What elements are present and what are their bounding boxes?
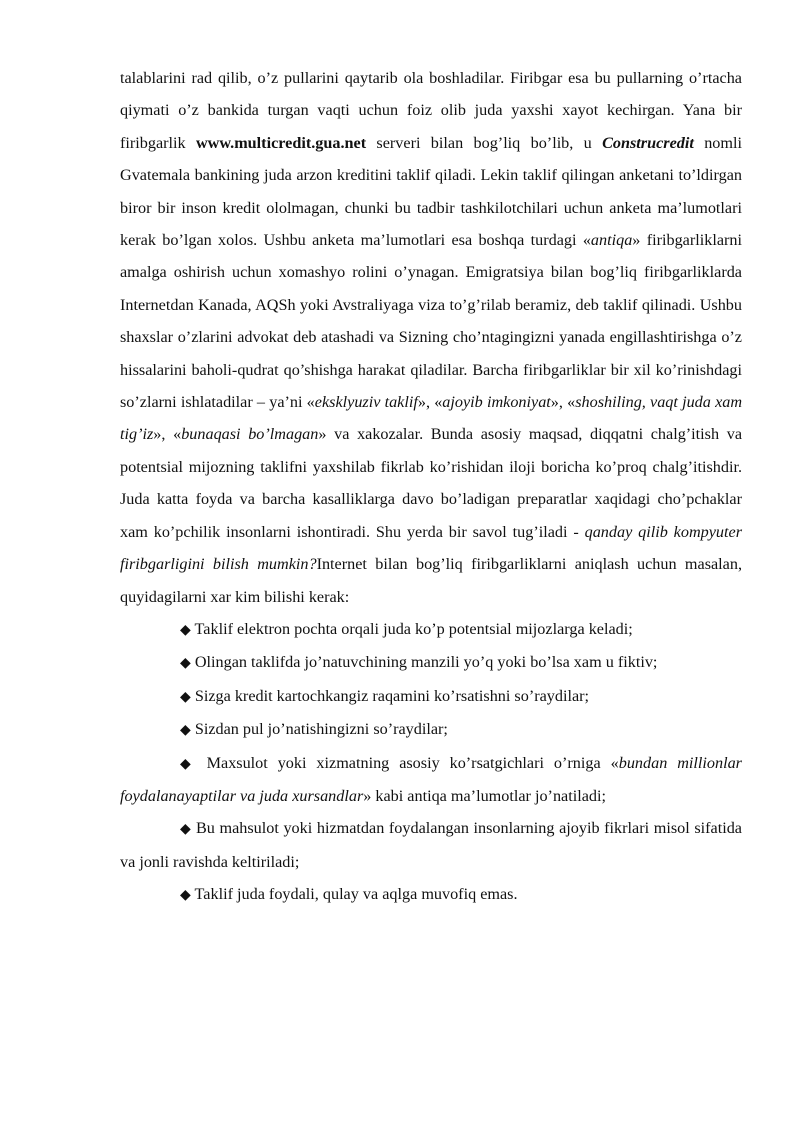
document-page	[120, 62, 742, 912]
quoted-phrase: eksklyuziv taklif	[314, 393, 418, 412]
bullet-text: Olingan taklifda jo’natuvchining manzili yo’q yoki bo’lsa xam u fiktiv;	[194, 653, 658, 672]
question-text: qanday qilib kompyuter firibgarligini bilish mumkin?	[120, 522, 742, 574]
text-run: », «	[417, 393, 443, 412]
quoted-phrase: bundan millionlar foydalanayaptilar va juda xursandlar	[120, 753, 742, 805]
quoted-term: antiqa	[590, 231, 633, 250]
text-run: », «	[153, 425, 182, 444]
text-run: » va xakozalar. Bunda asosiy maqsad, diqqatni chalg’itish va potentsial mijozning taklifni yaxshilab fikrlab ko’rishidan iloji boricha ko’proq chalg’itishdir. Juda katta foyda va barcha kasalliklarga davo bo’ladigan preparatlar xaqidagi cho’pchaklar xam ko’pchilik insonlarni ishontiradi. Shu yerda bir savol tug’iladi -	[120, 425, 743, 541]
bullet-text: Sizga kredit kartochkangiz raqamini ko’rsatishni so’raydilar;	[194, 686, 590, 705]
text-run: nomli Gvatemala bankining juda arzon kreditini taklif qiladi. Lekin taklif qilingan anketani to’ldirgan biror bir inson kredit ololmagan, chunki bu tadbir tashkilotchilari uchun anketa ma’lumotlari kerak bo’lgan xolos. Ushbu anketa ma’lumotlari esa boshqa turdagi «	[120, 133, 742, 250]
bank-name: Construcredit	[602, 133, 694, 152]
bullet-text: Taklif juda foydali, qulay va aqlga muvofiq emas.	[194, 885, 518, 904]
quoted-phrase: bunaqasi bo’lmagan	[181, 425, 319, 444]
bullet-text: » kabi antiqa ma’lumotlar jo’natiladi;	[363, 786, 606, 805]
bullet-item	[120, 713, 742, 746]
diamond-bullet-icon: ◆	[180, 755, 197, 772]
server-url: www.multicredit.gua.net	[195, 133, 367, 152]
bullet-item	[120, 646, 742, 679]
bullet-item	[120, 613, 742, 646]
diamond-bullet-icon: ◆	[180, 621, 191, 638]
bullet-item	[120, 812, 742, 878]
quoted-phrase: ajoyib imkoniyat	[442, 393, 551, 412]
text-run: talablarini rad qilib, o’z pullarini qaytarib ola boshladilar. Firibgar esa bu pullarning o’rtacha qiymati o’z bankida turgan vaqti uchun foiz olib juda yaxshi xayot kechirgan. Yana bir firibgarlik	[120, 69, 742, 152]
bullet-text: Sizdan pul jo’natishingizni so’raydilar;	[194, 720, 448, 739]
bullet-text: Bu mahsulot yoki hizmatdan foydalangan insonlarning ajoyib fikrlari misol sifatida va jonli ravishda keltiriladi;	[120, 819, 742, 871]
diamond-bullet-icon: ◆	[180, 655, 191, 672]
diamond-bullet-icon: ◆	[180, 821, 192, 838]
text-run: » firibgarliklarni amalga oshirish uchun xomashyo rolini o’ynagan. Emigratsiya bilan bog’liq firibgarliklarda Internetdan Kanada, AQSh yoki Avstraliyaga viza to’g’rilab beramiz, deb taklif qilinadi. Ushbu shaxslar o’zlarini advokat deb atashadi va Sizning cho’ntagingizni yanada engillashtirishga o’z hissalarini baholi-qudrat qo’shishga harakat qiladilar. Barcha firibgarliklar bir xil ko’rinishdagi so’zlarni ishlatadilar – ya’ni «	[120, 231, 743, 412]
text-run: », «	[550, 393, 576, 412]
text-run: serveri bilan bog’liq bo’lib, u	[366, 133, 603, 152]
quoted-phrase: shoshiling, vaqt juda xam tig’iz	[120, 393, 743, 444]
bullet-text: Taklif elektron pochta orqali juda ko’p potentsial mijozlarga keladi;	[194, 619, 633, 638]
diamond-bullet-icon: ◆	[180, 722, 191, 739]
bullet-text: Maxsulot yoki xizmatning asosiy ko’rsatgichlari o’rniga «	[196, 753, 619, 772]
text-run: Internet bilan bog’liq firibgarliklarni aniqlash uchun masalan, quyidagilarni xar kim bilishi kerak:	[120, 555, 743, 606]
body-paragraph	[120, 62, 742, 613]
diamond-bullet-icon: ◆	[180, 688, 191, 705]
bullet-item	[120, 680, 742, 713]
diamond-bullet-icon: ◆	[180, 887, 191, 904]
bullet-item	[120, 747, 742, 813]
bullet-item	[120, 878, 742, 911]
